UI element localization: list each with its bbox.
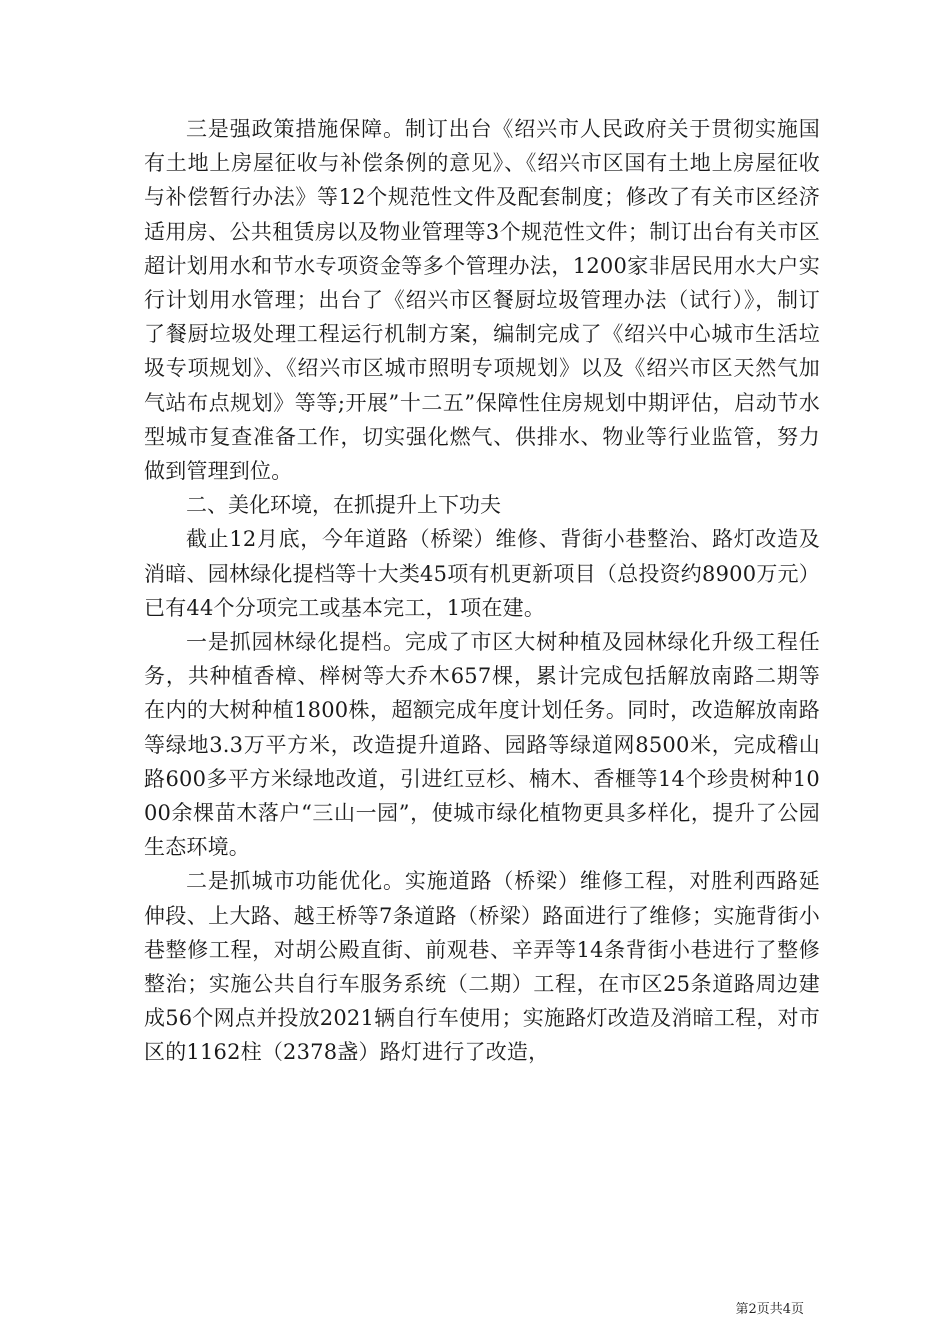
page-number: 第2页共4页 bbox=[735, 1302, 804, 1317]
section-heading-beautify-environment: 二、美化环境，在抓提升上下功夫 bbox=[186, 493, 501, 518]
paragraph-city-function: 二是抓城市功能优化。实施道路（桥梁）维修工程，对胜利西路延伸段、上大路、越王桥等7条道路（桥梁）路面进行了维修；实施背街小巷整修工程，对胡公殿直街、前观巷、辛弄等14条背街小巷进行了整修整治；实施公共自行车服务系统（二期）工程，在市区25条道路周边建成56个网点并投放2021辆自行车使用；实施路灯改造及消暗工程，对市区的1162柱（2378盏）路灯进行了改造， bbox=[144, 869, 820, 1065]
paragraph-greening-upgrade: 一是抓园林绿化提档。完成了市区大树种植及园林绿化升级工程任务，共种植香樟、榉树等大乔木657棵，累计完成包括解放南路二期等在内的大树种植1800株，超额完成年度计划任务。同时，改造解放南路等绿地3.3万平方米，改造提升道路、园路等绿道网8500米，完成稽山路600多平方米绿地改道，引进红豆杉、楠木、香榧等14个珍贵树种1000余棵苗木落户“三山一园”，使城市绿化植物更具多样化，提升了公园生态环境。 bbox=[144, 630, 820, 860]
paragraph-project-summary: 截止12月底，今年道路（桥梁）维修、背街小巷整治、路灯改造及消暗、园林绿化提档等十大类45项有机更新项目（总投资约8900万元）已有44个分项完工或基本完工，1项在建。 bbox=[144, 527, 820, 620]
paragraph-policy-measures: 三是强政策措施保障。制订出台《绍兴市人民政府关于贯彻实施国有土地上房屋征收与补偿条例的意见》、《绍兴市区国有土地上房屋征收与补偿暂行办法》等12个规范性文件及配套制度；修改了有关市区经济适用房、公共租赁房以及物业管理等3个规范性文件；制订出台有关市区超计划用水和节水专项资金等多个管理办法，1200家非居民用水大户实行计划用水管理；出台了《绍兴市区餐厨垃圾管理办法（试行）》，制订了餐厨垃圾处理工程运行机制方案，编制完成了《绍兴中心城市生活垃圾专项规划》、《绍兴市区城市照明专项规划》以及《绍兴市区天然气加气站布点规划》等等;开展”十二五”保障性住房规划中期评估，启动节水型城市复查准备工作，切实强化燃气、供排水、物业等行业监管，努力做到管理到位。 bbox=[144, 117, 820, 484]
document-body bbox=[144, 112, 820, 1070]
